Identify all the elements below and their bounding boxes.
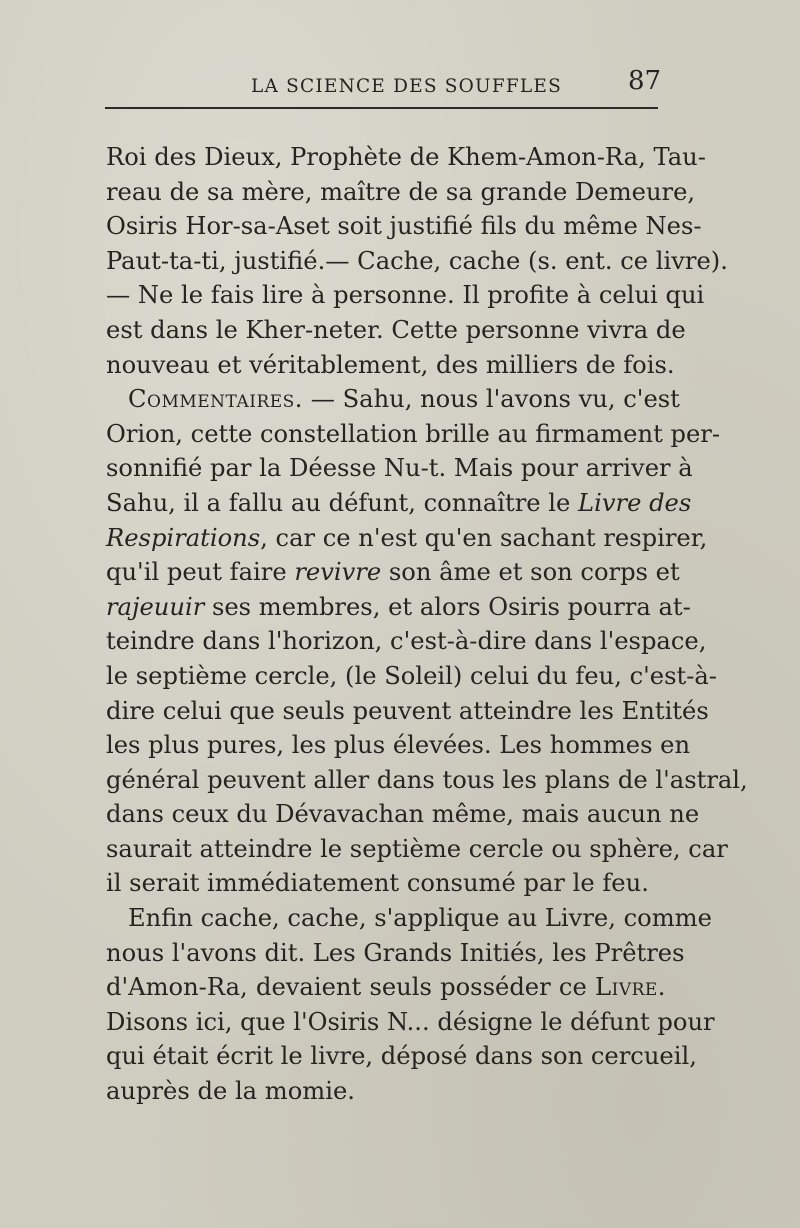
text-line: Disons ici, que l'Osiris N... désigne le défunt pour [106,1007,715,1036]
text-line: nouveau et véritablement, des milliers de fois. [106,350,675,379]
text-fragment: qu'il peut faire [106,558,295,587]
text-line [106,590,691,625]
italic-title-fragment: Respirations [106,523,261,552]
running-head-title: LA SCIENCE DES SOUFFLES [251,76,562,97]
italic-word: revivre [294,558,382,587]
small-caps-word: Livre. [595,973,666,1002]
italic-title-fragment: Livre des [578,488,692,517]
text-line: — Ne le fais lire à personne. Il profite à celui qui [106,281,705,310]
body-text [106,140,748,1109]
text-line: Orion, cette constellation brille au firmament per- [106,419,721,448]
text-line: qui était écrit le livre, déposé dans son cercueil, [106,1042,697,1071]
header-rule [105,107,658,109]
text-fragment: ses membres, et alors Osiris pourra at- [204,592,691,621]
text-line [106,555,680,590]
text-line: nous l'avons dit. Les Grands Initiés, les Prêtres [106,938,685,967]
text-fragment: — Sahu, nous l'avons vu, c'est [310,385,680,414]
text-line [106,382,680,417]
text-line: teindre dans l'horizon, c'est-à-dire dans l'espace, [106,627,707,656]
commentaires-label: Commentaires. [128,385,303,414]
text-line [106,970,666,1005]
text-line: dans ceux du Dévavachan même, mais aucun ne [106,800,700,829]
italic-word: rajeuuir [106,592,205,621]
text-line [106,521,708,556]
text-line: dire celui que seuls peuvent atteindre les Entités [106,696,709,725]
text-line: les plus pures, les plus élevées. Les hommes en [106,731,691,760]
page-number: 87 [628,66,662,96]
text-line: reau de sa mère, maître de sa grande Demeure, [106,177,696,206]
text-fragment: d'Amon-Ra, devaient seuls posséder ce [106,973,596,1002]
text-line: il serait immédiatement consumé par le feu. [106,869,649,898]
text-line: saurait atteindre le septième cercle ou sphère, car [106,834,728,863]
text-line: est dans le Kher-neter. Cette personne vivra de [106,315,686,344]
running-head [105,66,665,102]
text-line: auprès de la momie. [106,1077,355,1106]
text-line [106,486,692,521]
text-line: Osiris Hor-sa-Aset soit justifié fils du même Nes- [106,212,702,241]
text-line: Paut-ta-ti, justifié.— Cache, cache (s. ent. ce livre). [106,246,728,275]
text-fragment: , car ce n'est qu'en sachant respirer, [260,523,708,552]
text-line: sonnifié par la Déesse Nu-t. Mais pour arriver à [106,454,693,483]
text-fragment: Sahu, il a fallu au défunt, connaître le [106,488,579,517]
text-line: le septième cercle, (le Soleil) celui du feu, c'est-à- [106,661,717,690]
text-line: général peuvent aller dans tous les plans de l'astral, [106,765,748,794]
text-line: Enfin cache, cache, s'applique au Livre, comme [128,904,712,933]
text-fragment: son âme et son corps et [381,558,680,587]
text-line: Roi des Dieux, Prophète de Khem-Amon-Ra, Tau- [106,143,706,171]
